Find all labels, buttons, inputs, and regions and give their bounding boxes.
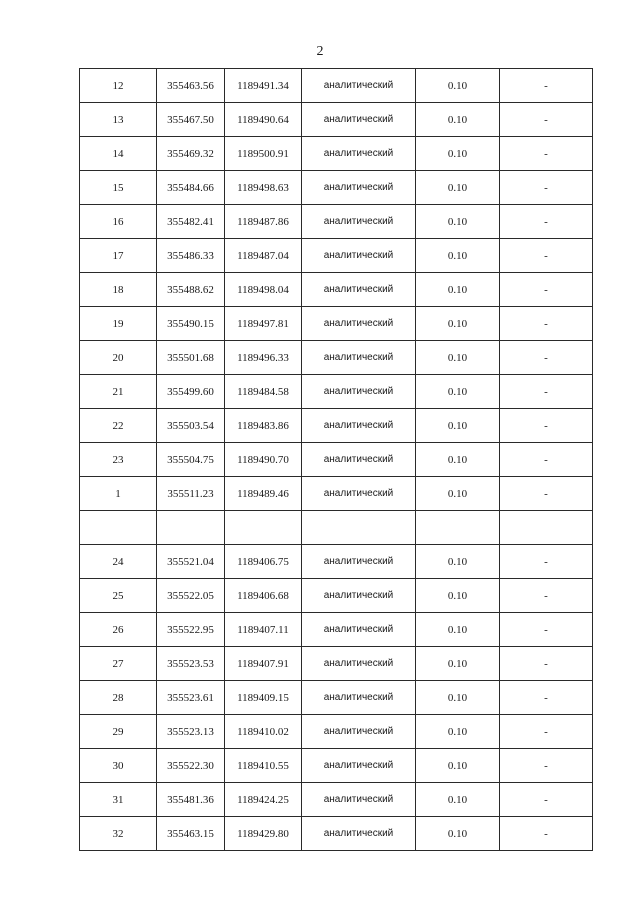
method-cell: аналитический: [302, 681, 416, 715]
method-cell: аналитический: [302, 477, 416, 511]
point-number-cell: 1: [80, 477, 157, 511]
table-row: [80, 137, 593, 171]
method-cell: аналитический: [302, 409, 416, 443]
note-cell: -: [500, 545, 593, 579]
point-number-cell: 20: [80, 341, 157, 375]
page-number: 2: [316, 44, 324, 59]
method-cell: аналитический: [302, 375, 416, 409]
method-cell: аналитический: [302, 579, 416, 613]
method-cell: аналитический: [302, 307, 416, 341]
table-row: [80, 443, 593, 477]
method-cell: аналитический: [302, 103, 416, 137]
note-cell: -: [500, 681, 593, 715]
method-cell: аналитический: [302, 817, 416, 851]
accuracy-cell: 0.10: [416, 375, 500, 409]
point-number-cell: 28: [80, 681, 157, 715]
y-coordinate-cell: 1189496.33: [225, 341, 302, 375]
note-cell: -: [500, 69, 593, 103]
table-row: [80, 647, 593, 681]
method-cell: аналитический: [302, 647, 416, 681]
point-number-cell: 27: [80, 647, 157, 681]
accuracy-cell: 0.10: [416, 613, 500, 647]
point-number-cell: 23: [80, 443, 157, 477]
y-coordinate-cell: 1189429.80: [225, 817, 302, 851]
note-cell: -: [500, 273, 593, 307]
x-coordinate-cell: 355523.13: [157, 715, 225, 749]
point-number-cell: 18: [80, 273, 157, 307]
note-cell: -: [500, 477, 593, 511]
note-cell: -: [500, 749, 593, 783]
accuracy-cell: 0.10: [416, 647, 500, 681]
x-coordinate-cell: 355463.15: [157, 817, 225, 851]
x-coordinate-cell: 355469.32: [157, 137, 225, 171]
accuracy-cell: 0.10: [416, 817, 500, 851]
table-row: [80, 817, 593, 851]
x-coordinate-cell: 355486.33: [157, 239, 225, 273]
note-cell: -: [500, 205, 593, 239]
point-number-cell: 21: [80, 375, 157, 409]
table-row: [80, 205, 593, 239]
note-cell: -: [500, 307, 593, 341]
x-coordinate-cell: 355503.54: [157, 409, 225, 443]
accuracy-cell: 0.10: [416, 341, 500, 375]
x-coordinate-cell: 355482.41: [157, 205, 225, 239]
x-coordinate-cell: 355522.05: [157, 579, 225, 613]
method-cell: аналитический: [302, 171, 416, 205]
note-cell: -: [500, 817, 593, 851]
method-cell: аналитический: [302, 443, 416, 477]
x-coordinate-cell: 355523.53: [157, 647, 225, 681]
table-row: [80, 307, 593, 341]
point-number-cell: 15: [80, 171, 157, 205]
accuracy-cell: [416, 511, 500, 545]
y-coordinate-cell: 1189407.91: [225, 647, 302, 681]
point-number-cell: 31: [80, 783, 157, 817]
accuracy-cell: 0.10: [416, 715, 500, 749]
accuracy-cell: 0.10: [416, 545, 500, 579]
x-coordinate-cell: 355522.30: [157, 749, 225, 783]
table-row: [80, 783, 593, 817]
note-cell: -: [500, 783, 593, 817]
y-coordinate-cell: 1189406.75: [225, 545, 302, 579]
y-coordinate-cell: 1189410.55: [225, 749, 302, 783]
y-coordinate-cell: 1189491.34: [225, 69, 302, 103]
point-number-cell: 25: [80, 579, 157, 613]
accuracy-cell: 0.10: [416, 171, 500, 205]
x-coordinate-cell: 355488.62: [157, 273, 225, 307]
table-row: [80, 477, 593, 511]
table-row: [80, 613, 593, 647]
y-coordinate-cell: [225, 511, 302, 545]
method-cell: аналитический: [302, 341, 416, 375]
x-coordinate-cell: 355522.95: [157, 613, 225, 647]
table-row: [80, 375, 593, 409]
note-cell: -: [500, 137, 593, 171]
note-cell: -: [500, 375, 593, 409]
y-coordinate-cell: 1189500.91: [225, 137, 302, 171]
x-coordinate-cell: 355504.75: [157, 443, 225, 477]
method-cell: аналитический: [302, 239, 416, 273]
method-cell: аналитический: [302, 69, 416, 103]
accuracy-cell: 0.10: [416, 69, 500, 103]
table-row: [80, 715, 593, 749]
y-coordinate-cell: 1189489.46: [225, 477, 302, 511]
accuracy-cell: 0.10: [416, 273, 500, 307]
x-coordinate-cell: 355499.60: [157, 375, 225, 409]
x-coordinate-cell: 355463.56: [157, 69, 225, 103]
point-number-cell: 29: [80, 715, 157, 749]
method-cell: аналитический: [302, 137, 416, 171]
point-number-cell: 14: [80, 137, 157, 171]
x-coordinate-cell: 355467.50: [157, 103, 225, 137]
y-coordinate-cell: 1189487.86: [225, 205, 302, 239]
point-number-cell: [80, 511, 157, 545]
note-cell: -: [500, 409, 593, 443]
y-coordinate-cell: 1189424.25: [225, 783, 302, 817]
accuracy-cell: 0.10: [416, 137, 500, 171]
table-row: [80, 341, 593, 375]
accuracy-cell: 0.10: [416, 749, 500, 783]
point-number-cell: 19: [80, 307, 157, 341]
coordinates-table-body: [80, 69, 593, 851]
note-cell: -: [500, 239, 593, 273]
note-cell: -: [500, 647, 593, 681]
table-row: [80, 681, 593, 715]
x-coordinate-cell: 355523.61: [157, 681, 225, 715]
accuracy-cell: 0.10: [416, 205, 500, 239]
y-coordinate-cell: 1189410.02: [225, 715, 302, 749]
x-coordinate-cell: [157, 511, 225, 545]
method-cell: аналитический: [302, 749, 416, 783]
accuracy-cell: 0.10: [416, 681, 500, 715]
point-number-cell: 30: [80, 749, 157, 783]
y-coordinate-cell: 1189487.04: [225, 239, 302, 273]
point-number-cell: 17: [80, 239, 157, 273]
table-row: [80, 171, 593, 205]
note-cell: -: [500, 715, 593, 749]
accuracy-cell: 0.10: [416, 579, 500, 613]
point-number-cell: 22: [80, 409, 157, 443]
accuracy-cell: 0.10: [416, 103, 500, 137]
table-row: [80, 69, 593, 103]
y-coordinate-cell: 1189498.63: [225, 171, 302, 205]
point-number-cell: 32: [80, 817, 157, 851]
point-number-cell: 26: [80, 613, 157, 647]
note-cell: -: [500, 103, 593, 137]
method-cell: аналитический: [302, 613, 416, 647]
point-number-cell: 12: [80, 69, 157, 103]
table-row: [80, 749, 593, 783]
x-coordinate-cell: 355501.68: [157, 341, 225, 375]
note-cell: [500, 511, 593, 545]
x-coordinate-cell: 355511.23: [157, 477, 225, 511]
table-row: [80, 103, 593, 137]
x-coordinate-cell: 355521.04: [157, 545, 225, 579]
table-row: [80, 239, 593, 273]
x-coordinate-cell: 355481.36: [157, 783, 225, 817]
point-number-cell: 16: [80, 205, 157, 239]
note-cell: -: [500, 171, 593, 205]
y-coordinate-cell: 1189409.15: [225, 681, 302, 715]
note-cell: -: [500, 613, 593, 647]
table-row: [80, 409, 593, 443]
accuracy-cell: 0.10: [416, 307, 500, 341]
y-coordinate-cell: 1189497.81: [225, 307, 302, 341]
x-coordinate-cell: 355484.66: [157, 171, 225, 205]
table-row: [80, 579, 593, 613]
y-coordinate-cell: 1189406.68: [225, 579, 302, 613]
table-row: [80, 545, 593, 579]
y-coordinate-cell: 1189490.64: [225, 103, 302, 137]
accuracy-cell: 0.10: [416, 409, 500, 443]
table-row: [80, 511, 593, 545]
method-cell: аналитический: [302, 715, 416, 749]
point-number-cell: 24: [80, 545, 157, 579]
accuracy-cell: 0.10: [416, 783, 500, 817]
y-coordinate-cell: 1189490.70: [225, 443, 302, 477]
y-coordinate-cell: 1189498.04: [225, 273, 302, 307]
y-coordinate-cell: 1189407.11: [225, 613, 302, 647]
point-number-cell: 13: [80, 103, 157, 137]
note-cell: -: [500, 443, 593, 477]
accuracy-cell: 0.10: [416, 239, 500, 273]
method-cell: аналитический: [302, 273, 416, 307]
y-coordinate-cell: 1189483.86: [225, 409, 302, 443]
note-cell: -: [500, 341, 593, 375]
accuracy-cell: 0.10: [416, 477, 500, 511]
coordinates-table: [79, 68, 593, 851]
accuracy-cell: 0.10: [416, 443, 500, 477]
table-row: [80, 273, 593, 307]
method-cell: аналитический: [302, 783, 416, 817]
x-coordinate-cell: 355490.15: [157, 307, 225, 341]
method-cell: [302, 511, 416, 545]
method-cell: аналитический: [302, 545, 416, 579]
y-coordinate-cell: 1189484.58: [225, 375, 302, 409]
method-cell: аналитический: [302, 205, 416, 239]
note-cell: -: [500, 579, 593, 613]
